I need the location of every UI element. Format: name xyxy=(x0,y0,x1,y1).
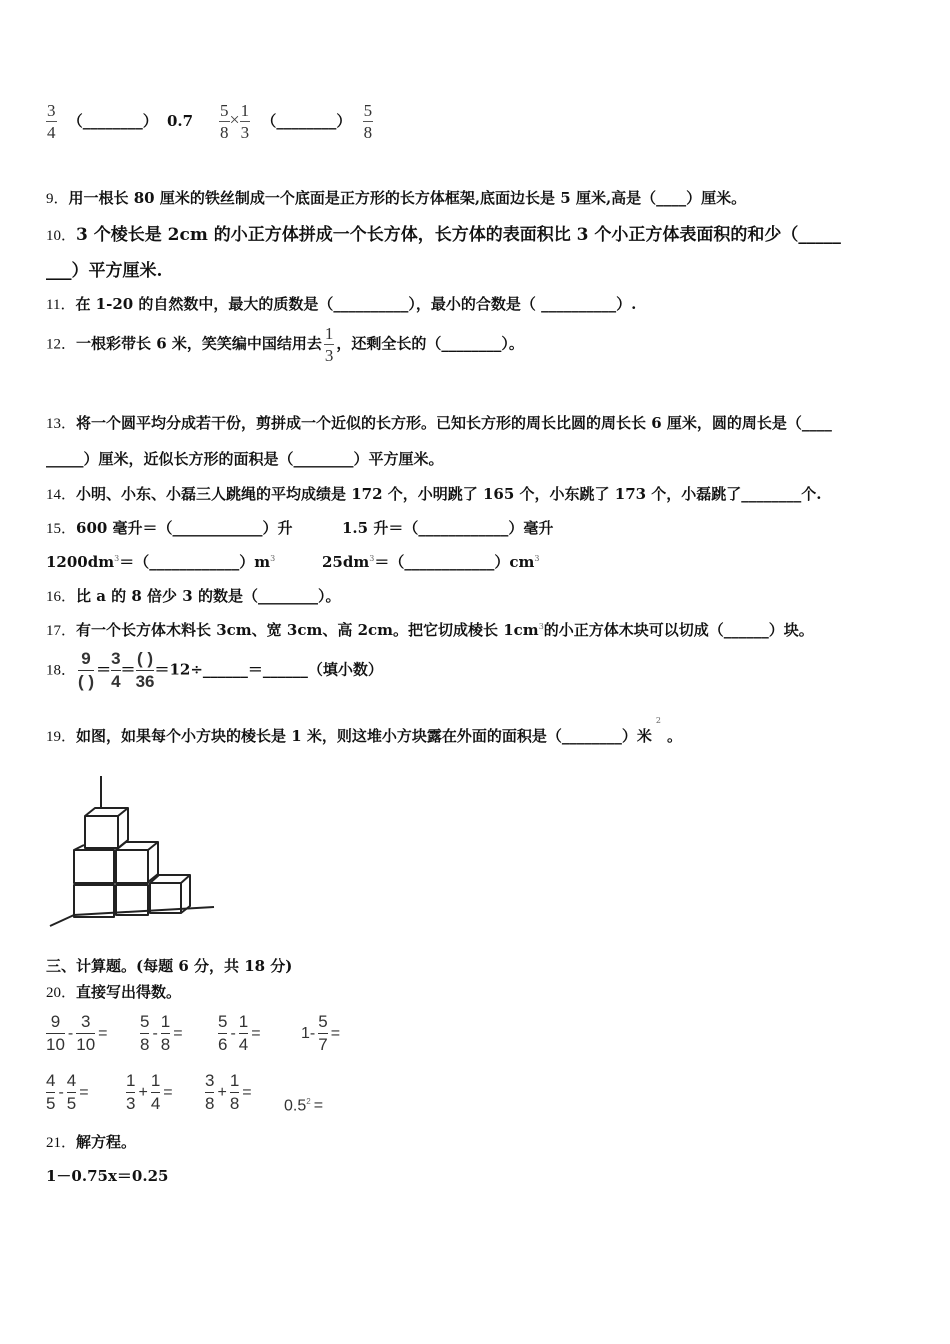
answer-blank[interactable]: （________） xyxy=(67,111,158,130)
operator: - xyxy=(58,1083,64,1101)
equals-sign: = xyxy=(173,1024,183,1042)
section-title: 三、计算题。(每题 6 分，共 18 分) xyxy=(46,957,293,975)
equals-sign: = xyxy=(98,1024,108,1042)
top-compare-row-2 xyxy=(219,102,373,141)
question-number: 21． xyxy=(46,1135,77,1151)
equation-text: 1－0.75x＝0.25 xyxy=(46,1167,169,1185)
fraction: $\frac{1}{4}$ xyxy=(238,1012,249,1054)
fraction: $\frac{4}{5}$ xyxy=(46,1071,56,1113)
question-text: 。 xyxy=(667,727,683,745)
fraction: ( ) 36 xyxy=(135,649,155,691)
question-15-b xyxy=(342,517,553,538)
question-text: ＝12÷______＝______（填小数） xyxy=(154,660,383,679)
question-text: 3 个棱长是 2cm 的小正方体拼成一个长方体，长方体的表面积比 3 个小正方体表面积的和少（_____ xyxy=(76,225,841,245)
superscript: 3 xyxy=(534,554,540,563)
operator: - xyxy=(67,1024,74,1042)
calc-item xyxy=(284,1097,326,1115)
question-number: 9． xyxy=(46,191,69,207)
question-text: 小明、小东、小磊三人跳绳的平均成绩是 172 个，小明跳了 165 个，小东跳了 173 个，小磊跳了________个. xyxy=(76,485,822,503)
fraction: $\frac{5}{8}$ xyxy=(140,1012,150,1054)
equals-sign: = xyxy=(313,1097,324,1115)
question-number: 12． xyxy=(46,336,77,353)
calc-item xyxy=(46,1072,92,1113)
fraction: $\frac{3}{4}$ xyxy=(111,649,121,691)
fraction: $\frac{5}{6}$ xyxy=(218,1012,228,1054)
operator: - xyxy=(230,1024,236,1042)
question-text: 600 毫升＝（____________）升 xyxy=(76,519,293,537)
superscript: 2 xyxy=(306,1097,311,1106)
calc-item xyxy=(298,1013,343,1054)
question-text: _____）厘米，近似长方形的面积是（________）平方厘米。 xyxy=(46,450,444,468)
fraction: $\frac{3}{8}$ xyxy=(205,1071,215,1113)
question-number: 17． xyxy=(46,623,77,639)
question-15-c xyxy=(46,551,275,572)
question-text: 1.5 升＝（____________）毫升 xyxy=(342,519,554,537)
calc-item xyxy=(46,1013,111,1054)
question-text: 解方程。 xyxy=(76,1133,137,1151)
calc-item xyxy=(140,1013,186,1054)
question-13 xyxy=(46,412,832,433)
question-16 xyxy=(46,585,340,606)
superscript: 3 xyxy=(538,622,544,631)
question-17 xyxy=(46,619,814,640)
question-19 xyxy=(46,716,683,746)
equals-sign: ＝ xyxy=(120,660,136,679)
fraction: $\frac{1}{3}$ xyxy=(240,101,250,142)
question-text: 如图，如果每个小方块的棱长是 1 米，则这堆小方块露在外面的面积是（________）米 xyxy=(76,727,652,745)
operator: + xyxy=(138,1083,148,1101)
question-text: 直接写出得数。 xyxy=(76,983,182,1001)
fraction: 9 ( ) xyxy=(78,649,95,691)
equals-sign: = xyxy=(242,1083,252,1101)
question-text: 一根彩带长 6 米，笑笑编中国结用去 xyxy=(76,334,322,353)
equals-sign: = xyxy=(251,1024,261,1042)
question-number: 20． xyxy=(46,985,77,1001)
equation xyxy=(46,1165,168,1186)
operator: - xyxy=(152,1024,158,1042)
superscript: 3 xyxy=(114,554,120,563)
question-text: ＝（____________）m xyxy=(119,553,271,571)
fraction: $\frac{4}{5}$ xyxy=(66,1071,77,1113)
fraction: $\frac{5}{8}$ xyxy=(220,101,229,142)
equals-sign: ＝ xyxy=(96,660,112,679)
question-text: 用一根长 80 厘米的铁丝制成一个底面是正方形的长方体框架,底面边长是 5 厘米,高是（____）厘米。 xyxy=(68,189,747,207)
superscript: 2 xyxy=(655,716,661,725)
calc-item xyxy=(205,1072,255,1113)
question-text: 将一个圆平均分成若干份，剪拼成一个近似的长方形。已知长方形的周长比圆的周长长 6 厘米，圆的周长是（____ xyxy=(76,414,832,432)
question-text: ___）平方厘米. xyxy=(46,261,163,281)
question-15 xyxy=(46,517,293,538)
question-number: 11． xyxy=(46,297,76,313)
question-10 xyxy=(46,220,841,245)
fraction: $\frac{1}{8}$ xyxy=(160,1012,171,1054)
question-number: 18． xyxy=(46,662,77,679)
question-number: 10． xyxy=(46,228,77,244)
question-10-cont xyxy=(46,256,162,281)
fraction: $\frac{1}{3}$ xyxy=(324,324,334,365)
question-14 xyxy=(46,483,822,504)
fraction: $\frac{9}{10}$ xyxy=(46,1012,65,1054)
question-number: 14． xyxy=(46,487,77,503)
question-11 xyxy=(46,293,636,314)
question-text: 比 a 的 8 倍少 3 的数是（________）。 xyxy=(76,587,341,605)
question-number: 19． xyxy=(46,729,77,745)
superscript: 3 xyxy=(369,554,375,563)
question-text: 在 1-20 的自然数中，最大的质数是（__________），最小的合数是（ __________）. xyxy=(75,295,637,313)
superscript: 3 xyxy=(270,554,276,563)
calc-item xyxy=(218,1013,264,1054)
question-text: ＝（____________）cm xyxy=(374,553,535,571)
question-number: 13． xyxy=(46,416,77,432)
question-text: 的小正方体木块可以切成（______）块。 xyxy=(543,621,814,639)
question-text: ，还剩全长的（________）。 xyxy=(336,334,524,353)
question-number: 15． xyxy=(46,521,77,537)
question-9 xyxy=(46,187,746,208)
equals-sign: = xyxy=(163,1083,173,1101)
question-text: 25dm xyxy=(322,553,370,571)
question-15-d xyxy=(322,551,539,572)
answer-blank[interactable]: （________） xyxy=(261,111,352,130)
question-20 xyxy=(46,981,181,1002)
fraction: $\frac{5}{7}$ xyxy=(318,1012,328,1054)
question-number: 16． xyxy=(46,589,77,605)
question-text: 有一个长方体木料长 3cm、宽 3cm、高 2cm。把它切成棱长 1cm xyxy=(76,621,539,639)
times-sign: × xyxy=(229,109,240,130)
value-text: 0.7 xyxy=(166,111,194,130)
cube-stack-figure xyxy=(44,770,219,932)
fraction: $\frac{1}{3}$ xyxy=(126,1071,136,1113)
operand: 1- xyxy=(301,1024,316,1042)
question-12 xyxy=(46,325,524,364)
operand: 0.5 xyxy=(284,1097,307,1115)
question-21 xyxy=(46,1131,136,1152)
fraction: $\frac{3}{10}$ xyxy=(76,1012,96,1054)
calc-item xyxy=(126,1072,176,1113)
top-compare-row xyxy=(46,102,193,141)
section-3-title xyxy=(46,955,292,976)
fraction: $\frac{1}{8}$ xyxy=(229,1071,240,1113)
operator: + xyxy=(217,1083,227,1101)
equals-sign: = xyxy=(79,1083,89,1101)
fraction: $\frac{1}{4}$ xyxy=(150,1071,161,1113)
question-18 xyxy=(46,650,383,691)
question-text: 1200dm xyxy=(46,553,115,571)
equals-sign: = xyxy=(330,1024,341,1042)
question-13-cont xyxy=(46,448,444,469)
fraction: $\frac{5}{8}$ xyxy=(363,101,373,142)
fraction: $\frac{3}{4}$ xyxy=(47,101,56,142)
